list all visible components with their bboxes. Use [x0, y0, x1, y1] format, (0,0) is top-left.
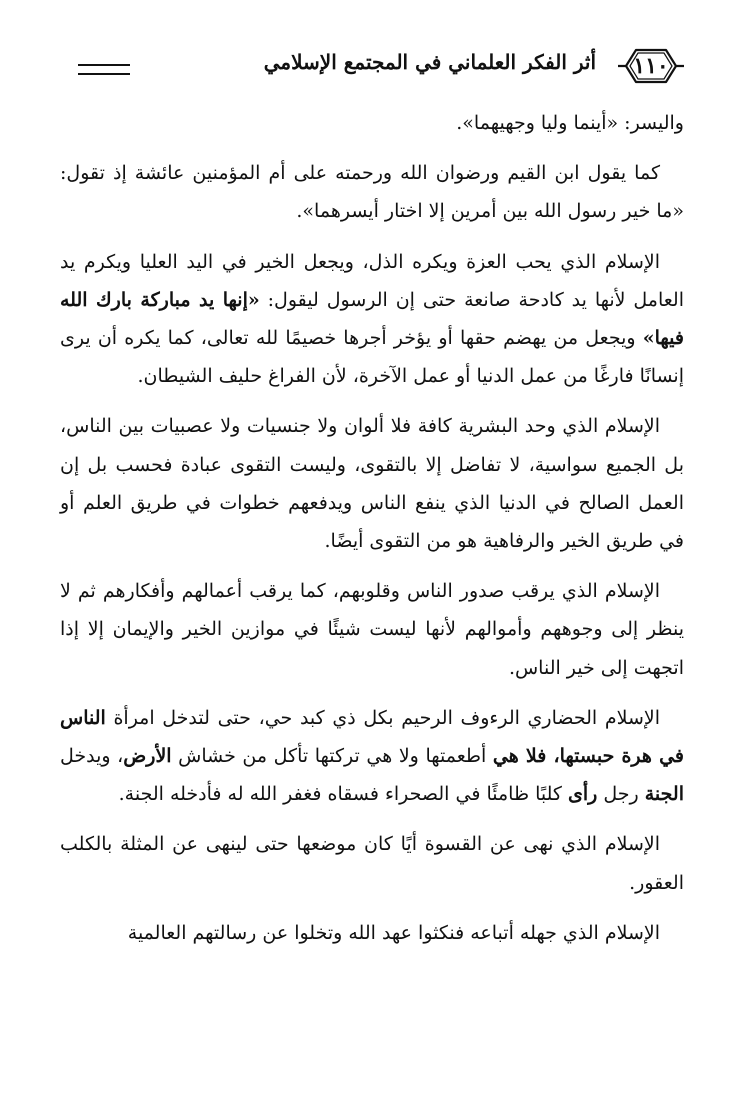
- paragraph: [60, 699, 684, 814]
- bold-text-segment: الجنة: [644, 783, 684, 806]
- text-segment: كلبًا ظامئًا في الصحراء فسقاه فغفر الله له فأدخله الجنة.: [118, 783, 569, 806]
- text-segment: ويجعل من يهضم حقها أو يؤخر أجرها خصيمًا لله تعالى، كما يكره أن يرى إنسانًا فارغًا من عمل الدنيا أو عمل الآخرة، لأن الفراغ حليف الشيطان.: [60, 327, 684, 388]
- paragraph: [60, 825, 684, 901]
- page-number: ١١٠: [633, 53, 669, 79]
- paragraph: [60, 572, 684, 687]
- paragraph: [60, 104, 684, 142]
- body-text: [60, 104, 684, 964]
- text-segment: كما يقول ابن القيم ورضوان الله ورحمته على أم المؤمنين عائشة إذ تقول: «ما خير رسول الله بين أمرين إلا اختار أيسرهما».: [60, 162, 684, 223]
- text-segment: رجل: [597, 783, 645, 806]
- page-header: [58, 40, 686, 96]
- text-segment: الإسلام الذي نهى عن القسوة أيًا كان موضعها حتى لينهى عن المثلة بالكلب العقور.: [60, 833, 684, 894]
- text-segment: الإسلام الذي يرقب صدور الناس وقلوبهم، كما يرقب أعمالهم وأفكارهم ثم لا ينظر إلى وجوههم وأموالهم لأنها ليست شيئًا في موازين الخير والإيمان إلا إذا اتجهت إلى خير الناس.: [60, 580, 684, 679]
- bold-text-segment: الناس في هرة حبستها، فلا هي: [60, 706, 685, 768]
- text-segment: ، ويدخل: [60, 745, 124, 768]
- paragraph: [60, 407, 684, 560]
- text-segment: واليسر: «أينما وليا وجهيهما».: [456, 112, 684, 134]
- running-title: أثر الفكر العلماني في المجتمع الإسلامي: [263, 50, 596, 74]
- text-segment: أطعمتها ولا هي تركتها تأكل من خشاش: [171, 745, 493, 768]
- bold-text-segment: «إنها يد مباركة بارك الله فيها»: [60, 288, 684, 350]
- page-number-badge: [616, 44, 686, 88]
- paragraph: [60, 154, 684, 230]
- text-segment: الإسلام الذي وحد البشرية كافة فلا ألوان ولا جنسيات ولا عصبيات بين الناس، بل الجميع سواسية، لا تفاضل إلا بالتقوى، وليست التقوى عبادة فحسب بل إن العمل الصالح في الدنيا الذي ينفع الناس ويدفعهم خطوات في طريق العلم أو في طريق الخير والرفاهية هو من التقوى أيضًا.: [60, 415, 684, 553]
- paragraph: [60, 243, 684, 396]
- paragraph: [60, 914, 684, 952]
- bold-text-segment: الأرض: [123, 745, 172, 768]
- text-segment: الإسلام الذي جهله أتباعه فنكثوا عهد الله وتخلوا عن رسالتهم العالمية: [127, 921, 660, 944]
- header-double-rule: [78, 64, 130, 75]
- text-segment: الإسلام الحضاري الرءوف الرحيم بكل ذي كبد حي، حتى لتدخل امرأة: [105, 706, 660, 729]
- bold-text-segment: رأى: [568, 783, 598, 806]
- text-segment: الإسلام الذي يحب العزة ويكره الذل، ويجعل الخير في اليد العليا ويكرم يد العامل لأنها يد كادحة صانعة حتى إن الرسول ليقول:: [60, 250, 684, 311]
